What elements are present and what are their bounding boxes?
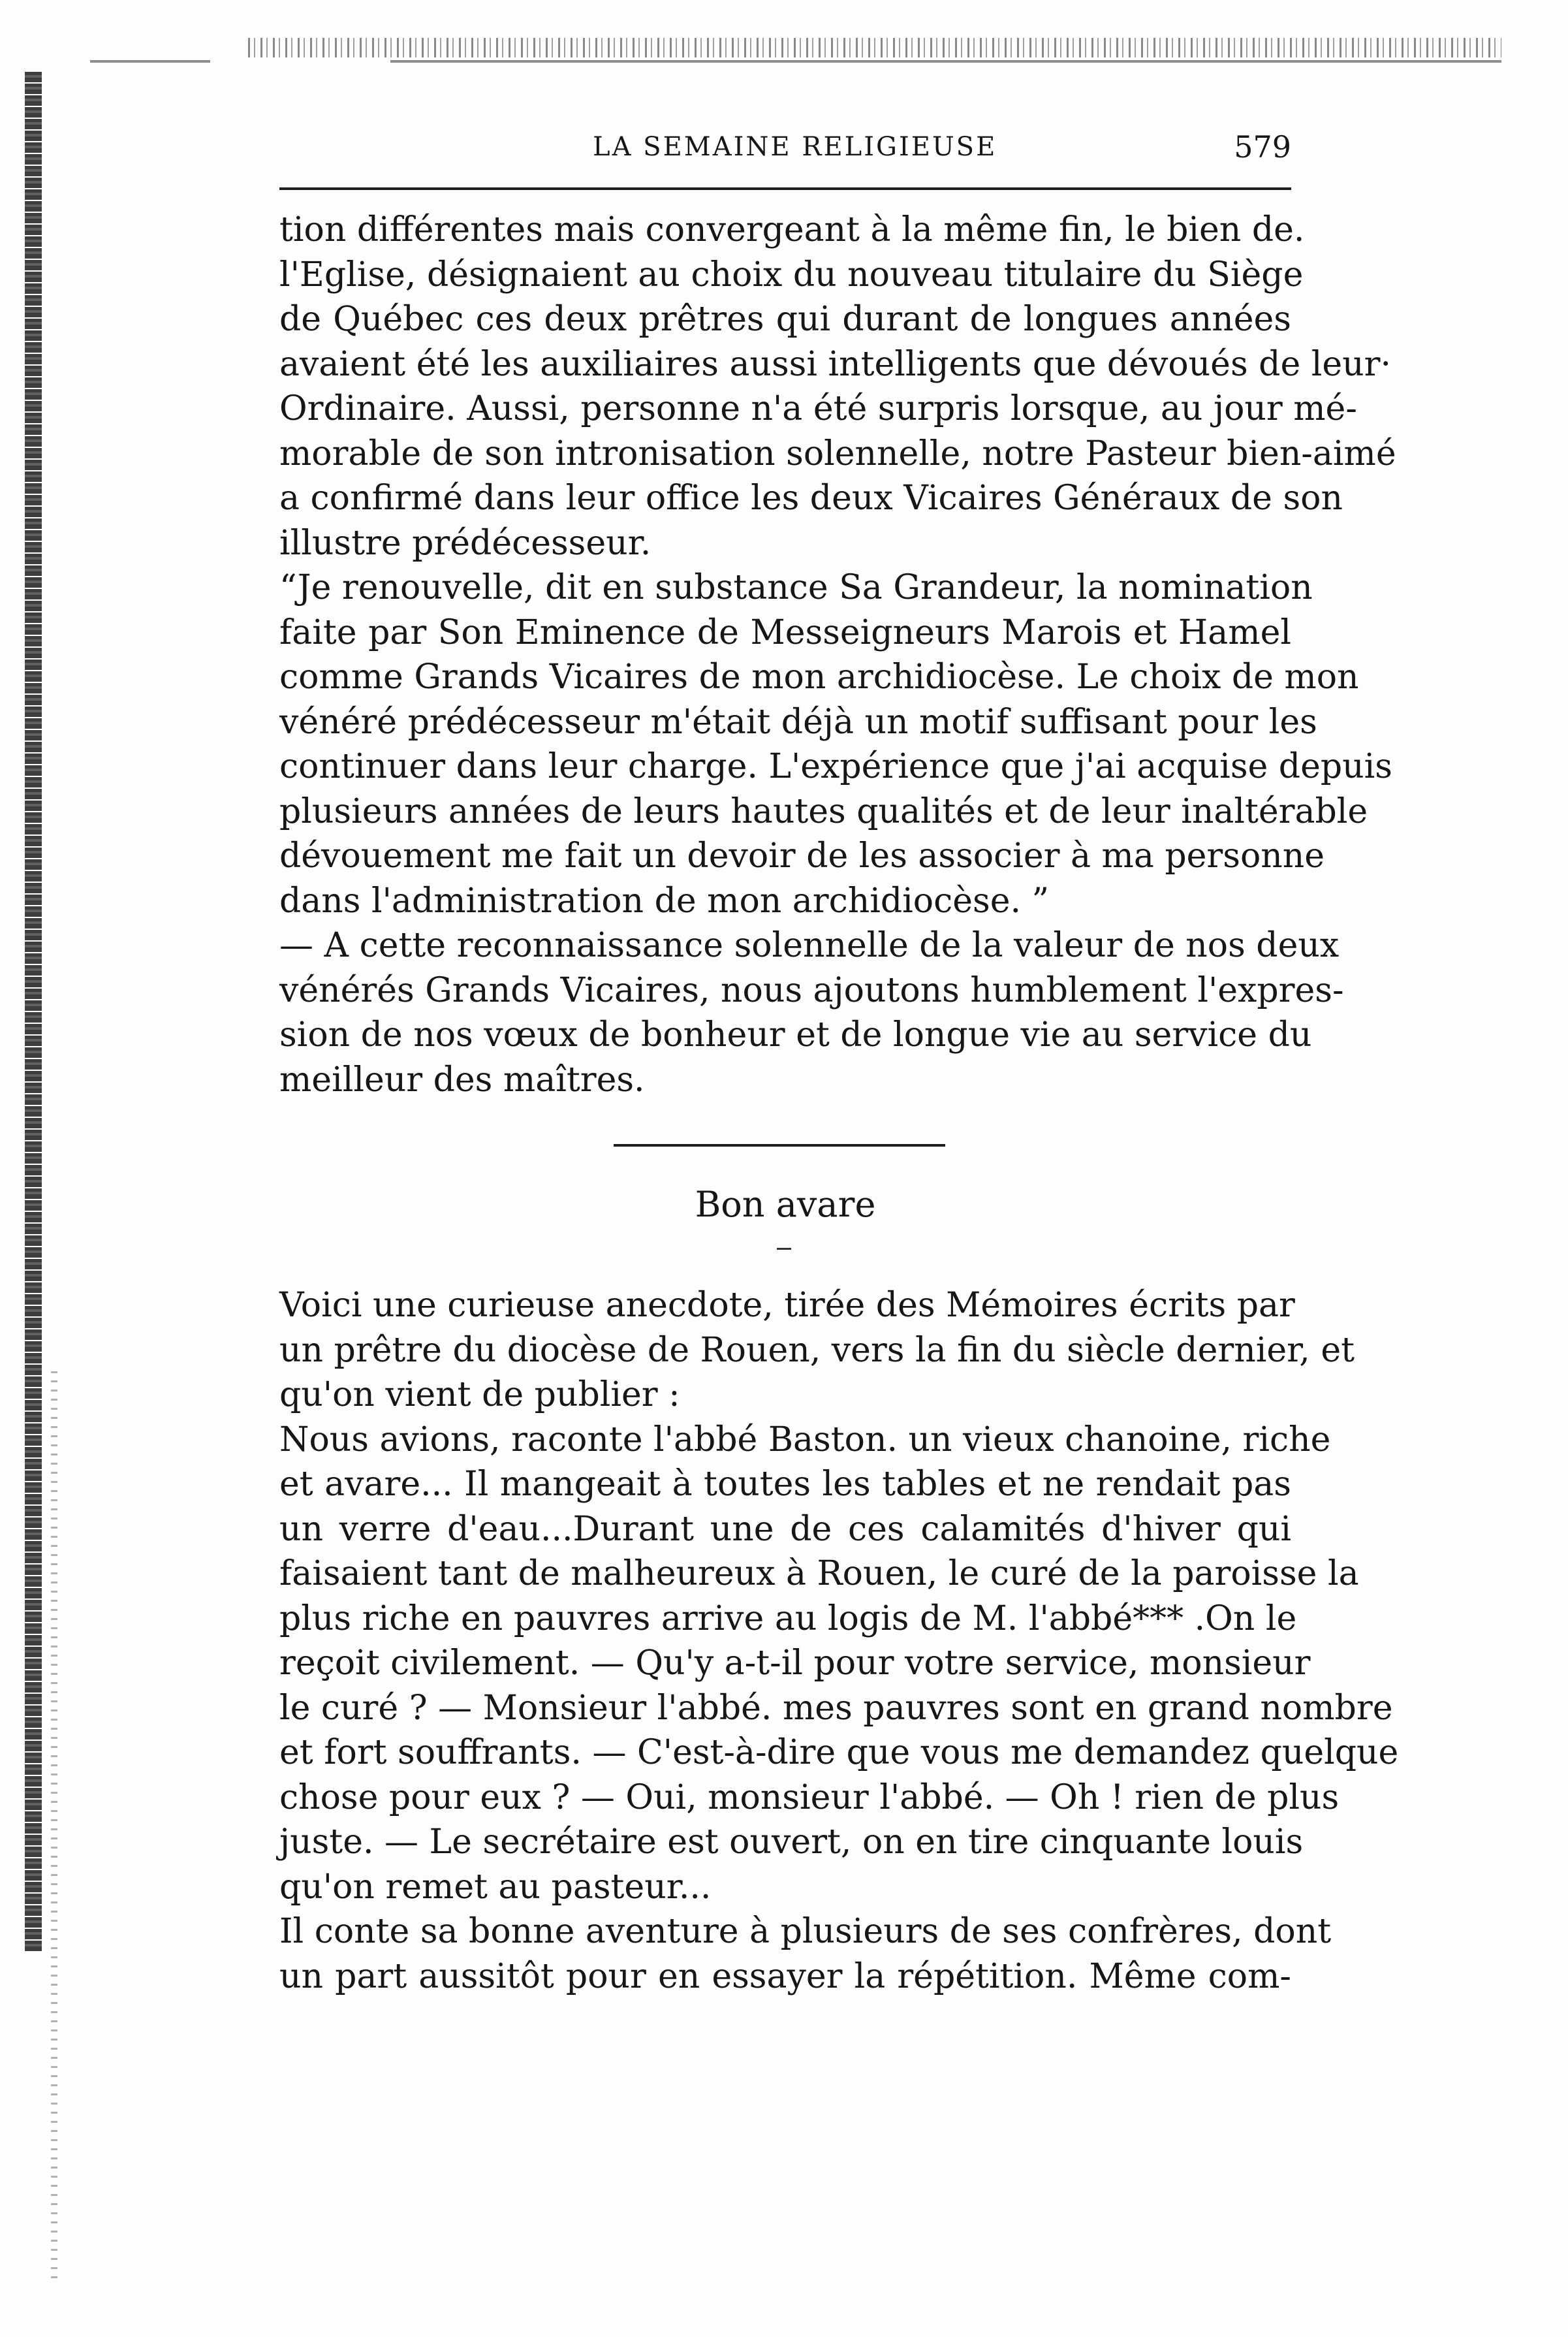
text-line: vénérés Grands Vicaires, nous ajoutons humblement l'expres- <box>279 970 1344 1010</box>
text-line: tion différentes mais convergeant à la même fin, le bien de. <box>279 210 1305 249</box>
text-line: reçoit civilement. — Qu'y a-t-il pour votre service, monsieur <box>279 1644 1311 1683</box>
text-line: Ordinaire. Aussi, personne n'a été surpris lorsque, au jour mé- <box>279 389 1357 428</box>
text-line: faite par Son Eminence de Messeigneurs Marois et Hamel <box>279 612 1291 652</box>
text-line: qu'on vient de publier : <box>279 1375 680 1414</box>
text-line: plus riche en pauvres arrive au logis de M. l'abbé*** .On le <box>279 1598 1297 1638</box>
text-line: meilleur des maîtres. <box>279 1060 645 1100</box>
title-dash <box>777 1248 791 1250</box>
scan-artifact-left-specks <box>51 1371 57 2285</box>
text-line: plusieurs années de leurs hautes qualités et de leur inaltérable <box>279 791 1368 831</box>
section-divider <box>614 1144 945 1147</box>
text-line: illustre prédécesseur. <box>279 523 651 563</box>
text-line: un part aussitôt pour en essayer la répétition. Même com- <box>279 1956 1291 1996</box>
text-line: un verre d'eau...Durant une de ces calamités d'hiver qui <box>279 1509 1291 1549</box>
text-line: comme Grands Vicaires de mon archidiocèse. Le choix de mon <box>279 658 1359 697</box>
text-line: sion de nos vœux de bonheur et de longue vie au service du <box>279 1015 1312 1055</box>
scan-artifact-top-line <box>0 60 1501 63</box>
text-line: dévouement me fait un devoir de les associer à ma personne <box>279 836 1325 876</box>
text-line: a confirmé dans leur office les deux Vicaires Généraux de son <box>279 479 1343 518</box>
text-line: et fort souffrants. — C'est-à-dire que vous me demandez quelque <box>279 1733 1399 1772</box>
text-line: juste. — Le secrétaire est ouvert, on en tire cinquante louis <box>279 1822 1304 1862</box>
text-line: continuer dans leur charge. L'expérience que j'ai acquise depuis <box>279 747 1392 786</box>
page-number: 579 <box>1234 129 1291 165</box>
text-line: vénéré prédécesseur m'était déjà un motif suffisant pour les <box>279 702 1317 742</box>
scan-artifact-binding-edge <box>25 72 42 1952</box>
article-bon-avare <box>279 1283 1399 1999</box>
section-title: Bon avare <box>695 1184 876 1225</box>
text-line: de Québec ces deux prêtres qui durant de longues années <box>279 300 1291 339</box>
text-line: dans l'administration de mon archidiocèse. ” <box>279 881 1050 921</box>
text-line: et avare... Il mangeait à toutes les tables et ne rendait pas <box>279 1465 1291 1504</box>
scan-artifact-top <box>248 38 1501 57</box>
text-line: Nous avions, raconte l'abbé Baston. un vieux chanoine, riche <box>279 1420 1331 1459</box>
text-line: Il conte sa bonne aventure à plusieurs de ses confrères, dont <box>279 1912 1332 1951</box>
article-continuation <box>279 208 1396 1102</box>
text-line: faisaient tant de malheureux à Rouen, le curé de la paroisse la <box>279 1554 1359 1593</box>
text-line: morable de son intronisation solennelle, notre Pasteur bien-aimé <box>279 434 1396 473</box>
text-line: — A cette reconnaissance solennelle de la valeur de nos deux <box>279 926 1340 965</box>
text-line: chose pour eux ? — Oui, monsieur l'abbé. — Oh ! rien de plus <box>279 1777 1340 1817</box>
page-header <box>279 127 1291 173</box>
running-title: LA SEMAINE RELIGIEUSE <box>593 132 997 162</box>
header-rule <box>279 187 1291 190</box>
text-line: qu'on remet au pasteur... <box>279 1867 712 1907</box>
text-line: un prêtre du diocèse de Rouen, vers la fin du siècle dernier, et <box>279 1330 1355 1370</box>
text-line: avaient été les auxiliaires aussi intelligents que dévoués de leur· <box>279 344 1392 384</box>
text-line: Voici une curieuse anecdote, tirée des Mémoires écrits par <box>279 1286 1295 1325</box>
text-line: “Je renouvelle, dit en substance Sa Grandeur, la nomination <box>279 568 1313 607</box>
text-line: l'Eglise, désignaient au choix du nouveau titulaire du Siège <box>279 255 1304 294</box>
text-line: le curé ? — Monsieur l'abbé. mes pauvres sont en grand nombre <box>279 1688 1393 1728</box>
